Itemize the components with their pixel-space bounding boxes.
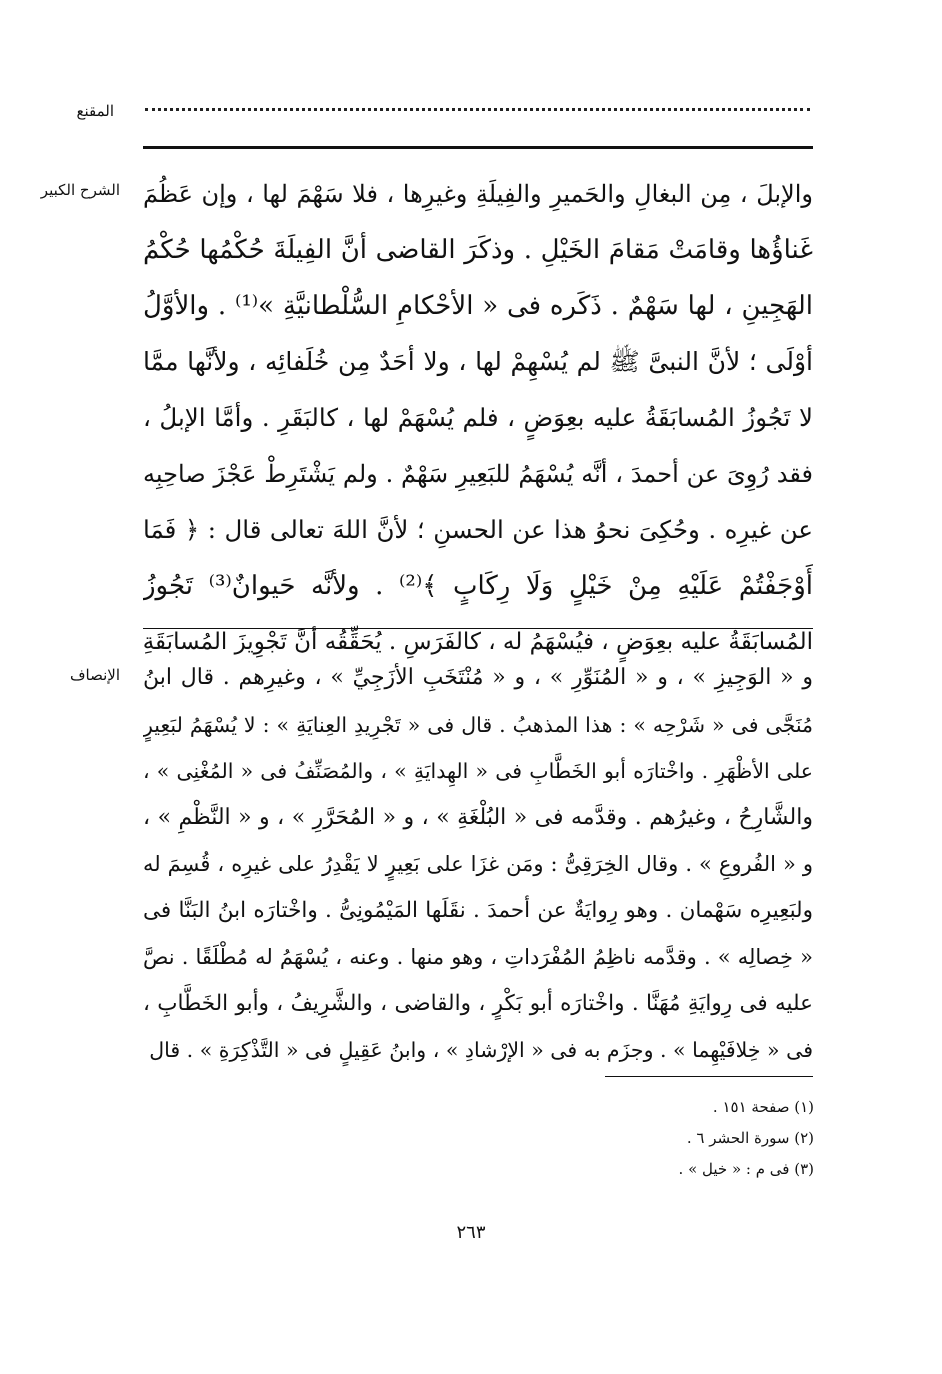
insaf-line: « خِصالِه » . وقدَّمه ناظِمُ المُفْرَداتِ ، وهو منها . وعنه ، يُسْهَمُ له مُطْلَقًا . نصَّ	[143, 945, 813, 969]
insaf-line: و « الوَجِيزِ » ، و « المُنَوِّرِ » ، و « مُنْتَخَبِ الأزَجِيِّ » ، وغيرِهم . قال ابنُ	[143, 665, 813, 690]
section-divider	[143, 628, 813, 629]
sharh-line: أَوْجَفْتُمْ عَلَيْهِ مِنْ خَيْلٍ وَلَا رِكَابٍ ﴾⁽²⁾ . ولأنَّه حَيوانٌ⁽³⁾ تَجُوزُ	[143, 571, 813, 601]
footnote: (١) صفحة ١٥١ .	[712, 1098, 814, 1116]
sharh-line: عن غيرِه . وحُكِىَ نحوُ هذا عن الحسنِ ؛ لأنَّ اللهَ تعالى قال : ﴿ فَمَا	[143, 515, 813, 544]
insaf-line: عليه فى رِوايَةِ مُهَنَّا . واخْتارَه أبو بَكْرٍ ، والقاضى ، والشَّرِيفُ ، وأبو الخَطَّابِ ،	[143, 990, 813, 1016]
running-header-title: المقنع	[76, 102, 114, 120]
sharh-line: والإبلَ ، مِن البغالِ والحَميرِ والفِيلَةِ وغيرِها ، فلا سَهْمَ لها ، وإن عَظُمَ	[143, 180, 813, 208]
insaf-line: مُنَجَّى فى « شَرْحِه » : هذا المذهبُ . قال فى « تَجْرِيدِ العِنايَةِ » : لا يُسْهَمُ لبَعِيرٍ	[143, 712, 813, 737]
margin-label-insaf: الإنصاف	[69, 666, 120, 684]
footnote: (٣) فى م : « خيل » .	[678, 1160, 814, 1178]
insaf-line: ولبَعِيرِه سَهْمان . وهو رِوايَةٌ عن أحمدَ . نقَلَها المَيْمُونِىُّ . واخْتارَه ابنُ البَنَّا فى	[143, 897, 813, 923]
sharh-text-block	[143, 166, 813, 670]
footnotes	[414, 1092, 814, 1185]
header-rule	[143, 146, 813, 149]
insaf-line: و « الفُروعِ » . وقال الخِرَقِىُّ : ومَن غزَا على بَعِيرٍ لا يَقْدِرُ على غيرِه ، قُسِمَ له	[143, 852, 813, 876]
insaf-line: فى « خِلافَيْهِما » . وجزَم به فى « الإرْشادِ » ، وابنُ عَقِيلٍ فى « التَّذْكِرَةِ » . قال	[149, 1038, 813, 1062]
footnote-rule	[605, 1076, 813, 1077]
insaf-line: على الأظْهَرِ . واخْتارَه أبو الخَطَّابِ فى « الهِدايَةِ » ، والمُصَنِّفُ فى « المُغْنِى » ،	[143, 759, 813, 783]
sharh-line: أوْلَى ؛ لأنَّ النبىَّ ﷺ لم يُسْهِمْ لها ، ولا أحَدٌ مِن خُلَفائِه ، ولأنَّها ممَّا	[143, 347, 813, 376]
margin-label-sharh: الشرح الكبير	[40, 181, 120, 199]
sharh-line: الهَجِينِ ، لها سَهْمٌ . ذَكَره فى « الأحْكامِ السُّلْطانيَّةِ »⁽¹⁾ . والأوَّلُ	[143, 291, 813, 321]
footnote: (٢) سورة الحشر ٦ .	[686, 1129, 814, 1147]
sharh-line: لا تَجُوزُ المُسابَقَةُ عليه بعِوَضٍ ، فلم يُسْهَمْ لها ، كالبَقَرِ . وأمَّا الإبلُ ،	[143, 403, 813, 432]
insaf-text-block	[143, 655, 813, 1074]
header-dotted-leader	[145, 108, 810, 111]
sharh-line: المُسابَقَةُ عليه بعِوَضٍ ، فيُسْهَمُ له ، كالفَرَسِ . يُحَقِّقُه أنَّ تَجْوِيزَ المُسابَقَةِ	[143, 629, 813, 655]
insaf-line: والشَّارِحُ ، وغيرُهم . وقدَّمه فى « البُلْغَةِ » ، و « المُحَرَّرِ » ، و « النَّظْمِ » ،	[143, 804, 813, 830]
sharh-line: غَناؤُها وقامَتْ مَقامَ الخَيْلِ . وذكَرَ القاضى أنَّ الفِيلَةَ حُكْمُها حُكْمُ	[143, 235, 813, 265]
sharh-line: فقد رُوِىَ عن أحمدَ ، أنَّه يُسْهَمُ للبَعِيرِ سَهْمٌ . ولم يَشْتَرِطْ عَجْزَ صاحِبِه	[143, 460, 813, 488]
page-number: ٢٦٣	[456, 1222, 486, 1243]
